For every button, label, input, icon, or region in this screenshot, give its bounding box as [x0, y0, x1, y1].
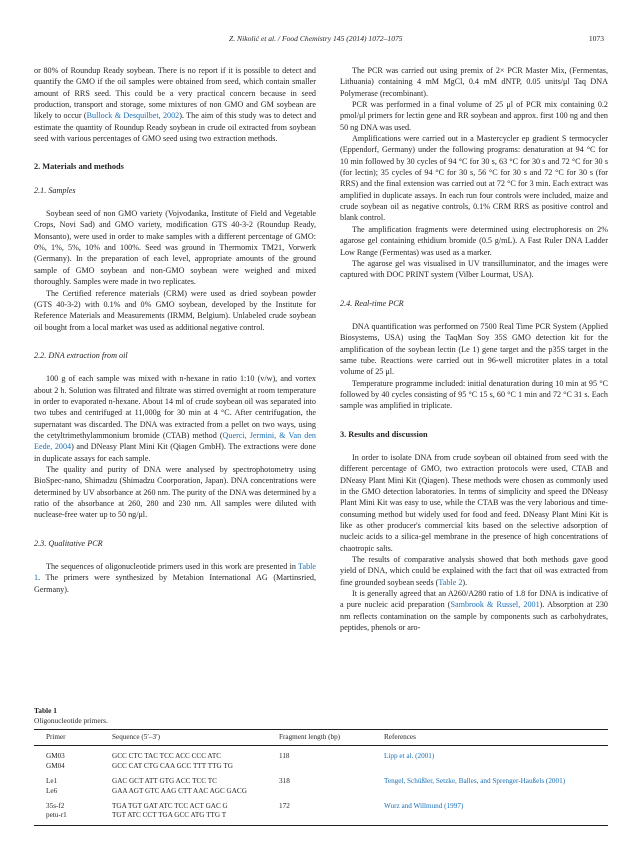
- left-column: [34, 65, 316, 595]
- ref-wurz[interactable]: Wurz and Willmund (1997): [384, 802, 464, 811]
- table-row: 35s-f2 petu-r1 TGA TGT GAT ATC TCC ACT GAC G TGT ATC CCT TGA GCC ATG TTG T 172 Wurz and Willmund (1997): [46, 802, 464, 820]
- table-row: GM03 GM04 GCC CTC TAC TCC ACC CCC ATC GCC CAT CTG CAA GCC TTT TTG TG 118 Lipp et al. (2001): [46, 752, 435, 770]
- table-1: [34, 706, 608, 826]
- ref-bullock[interactable]: Bullock & Desquilbet, 2002: [86, 111, 180, 121]
- section-heading-methods: 2. Materials and methods: [34, 162, 124, 172]
- qpcr-paragraph: The sequences of oligonucleotide primers used in this work are presented in Table 1. The primers were synthesized by Metabion International AG (Martinsried, Germany).: [34, 562, 316, 594]
- samples-paragraph-1: Soybean seed of non GMO variety (Vojvođanka, Institute of Field and Vegetable Crops, Novi Sad) and GMO variety, modification GTS 40-3-2 (Roundup Ready, Monsanto), were used in order to make samples with a different percentage of GMO: 0%, 1%, 5%, 10% and 100%. Seed was ground in Thermomix TM21, Vorwerk (Germany). In the preparation of each level, appropriate amounts of the ground sample of GMO soybean and non-GMO soybean were weighed and mixed thoroughly. Samples were made in two replicates.: [34, 209, 316, 287]
- ref-querci[interactable]: Querci, Jermini, & Van den Eede, 2004: [34, 430, 316, 452]
- table-number: Table 1: [34, 706, 57, 715]
- pcr-paragraph-2: PCR was performed in a final volume of 25 μl of PCR mix containing 0.2 pmol/μl primers for lectin gene and RR soybean and approx. first 100 ng and then 50 ng DNA was used.: [340, 100, 608, 132]
- ref-lipp[interactable]: Lipp et al. (2001): [384, 752, 435, 761]
- col-header-sequence: Sequence (5′–3′): [112, 733, 161, 741]
- subsection-heading-samples: 2.1. Samples: [34, 185, 76, 195]
- subsection-heading-qpcr: 2.3. Qualitative PCR: [34, 538, 103, 548]
- subsection-heading-realtime: 2.4. Real-time PCR: [340, 298, 404, 308]
- ref-table1[interactable]: Table 1: [34, 562, 316, 583]
- results-paragraph-2: The results of comparative analysis showed that both methods gave good yield of DNA, which could be explained with the fact that oil was extracted from fine grounded soybean seeds (Table 2).: [340, 555, 608, 587]
- dna-paragraph-1: 100 g of each sample was mixed with n-hexane in ratio 1:10 (v/w), and vortex about 2 h. Solution was filtrated and filtrate was stirred overnight at room temperature in order to evaporated n-hexane. About 14 ml of crude soybean oil was separated into two tubes and centrifuged at 11,000g for 30 min at 4 °C. After centrifugation, the supernatant was discarded. The DNA was extracted from a pellet on two ways, using the cetyltrimethylammonium bromide (CTAB) method (Querci, Jermini, & Van den Eede, 2004) and DNeasy Plant Mini Kit (Qiagen GmbH). The extractions were done in duplicate assays for each sample.: [34, 374, 316, 463]
- results-paragraph-1: In order to isolate DNA from crude soybean oil obtained from seed with the different percentage of GMO, two extraction protocols were used, CTAB and DNeasy Plant Mini Kit (Qiagen). These methods were chosen as commonly used in the GMO detection laboratories. In terms of simplicity and speed the DNeasy Plant Mini Kit was easy to use, while the CTAB was the very laborious and time-consuming method but widely used for food and feed. DNeasy Plant Mini Kit is like as other producer's commercial kits based on the selective adsorption of nucleic acids to a silica-gel membrane in the presence of high concentrations of chaotropic salts.: [340, 452, 608, 553]
- pcr-paragraph-5: The agarose gel was visualised in UV transilluminator, and the images were captured with DOC PRINT system (Vilber Lourmat, USA).: [340, 258, 608, 280]
- pcr-paragraph-1: The PCR was carried out using premix of 2× PCR Master Mix, (Fermentas, Lithuania) containing 4 mM MgCl, 0.4 mM dNTP, 0.05 units/μl Taq DNA Polymerase (recombinant).: [340, 66, 608, 98]
- samples-paragraph-2: The Certified reference materials (CRM) were used as dried soybean powder (GTS 40-3-2) with 0.1% and 0% GMO soybean, developed by the Institute for Reference Materials and Measurements (IRMM, Belgium). Unlabeled crude soybean oil bought from a local market was used as additional negative control.: [34, 288, 316, 332]
- subsection-heading-dna: 2.2. DNA extraction from oil: [34, 350, 128, 360]
- running-header: [34, 34, 604, 46]
- col-header-length: Fragment length (bp): [279, 733, 341, 741]
- realtime-paragraph-1: DNA quantification was performed on 7500 Real Time PCR System (Applied Biosystems, USA) using the TaqMan Soy 35S GMO detection kit for the amplification of the soybean lectin (Le 1) gene target and the p35S target in the same tube. Reactions were carried out in 96-well microtiter plates in a total volume of 25 μl.: [340, 321, 608, 377]
- ref-table2[interactable]: Table 2: [438, 577, 463, 587]
- intro-paragraph: or 80% of Roundup Ready soybean. There is no report if it is possible to detect and quantify the GMO if the oil samples were obtained from seed, which contain smaller amount of RRS seed. This could be a very practical concern because in seed production, transport and storage, some mixtures of non GMO and GM soybean are likely to occur (Bullock & Desquilbet, 2002). The aim of this study was to detect and estimate the quantity of Roundup Ready soybean in crude oil extracted from soybean seed with various percentages of GMO seed using two extraction methods.: [34, 66, 317, 144]
- right-column: [340, 65, 608, 633]
- ref-tengel[interactable]: Tengel, Schüßler, Setzke, Balles, and Sprenger-Haußels (2001): [384, 777, 566, 786]
- ref-sambrook[interactable]: Sambrook & Russel, 2001: [450, 600, 540, 610]
- realtime-paragraph-2: Temperature programme included: initial denaturation during 10 min at 95 °C followed by 40 cycles consisting of 95 °C 15 s, 60 °C 1 min and 72 °C 31 s. Each sample was amplified in triplicate.: [340, 378, 608, 411]
- table-caption: Oligonucleotide primers.: [34, 716, 108, 725]
- section-heading-results: 3. Results and discussion: [340, 429, 428, 439]
- pcr-paragraph-4: The amplification fragments were determined using electrophoresis on 2% agarose gel containing ethidium bromide (0.5 g/mL). A Fast Ruler DNA Ladder Low Range (Fermentas) was used as a marker.: [340, 224, 608, 257]
- results-paragraph-3: It is generally agreed that an A260/A280 ratio of 1.8 for DNA is indicative of a pure nucleic acid preparation (Sambrook & Russel, 2001). Absorption at 230 nm reflects contamination on the sample by components such as carbohydrates, peptides, phenols or aro-: [340, 589, 608, 633]
- table-row: Le1 Le6 GAC GCT ATT GTG ACC TCC TC GAA AGT GTC AAG CTT AAC AGC GACG 318 Tengel, Schüßler, Setzke, Balles, and Sprenger-Haußels (2001): [46, 777, 566, 795]
- journal-citation: Z. Nikolić et al. / Food Chemistry 145 (2014) 1072–1075: [229, 34, 403, 43]
- pcr-paragraph-3: Amplifications were carried out in a Mastercycler ep gradient S termocycler (Eppendorf, Germany) under the following programs: denaturation at 94 °C for 10 min followed by 30 cycles of 94 °C for 30 s, 63 °C for 30 s and 72 °C for 30 s (for lectin); 35 cycles of 94 °C for 30 s, 56 °C for 30 s and 72 °C for 30 s (for RRS) and the final extension was carried out at 72 °C for 3 min. Each extract was amplified in duplicate assays. In each run four controls were included, maize and crude soybean oil as negative controls, 0.1% CRM RRS as positive control and blank control.: [340, 134, 608, 223]
- dna-paragraph-2: The quality and purity of DNA were analysed by spectrophotometry using BioSpec-nano, Shimadzu (Shimadzu Coorporation, Japan). DNA concentrations were determined by UV absorbance at 260 nm. The purity of the DNA was determined by a ratio of the absorbance at 260, 280 and 230 nm. All samples were diluted with nuclease-free water up to 50 ng/μl.: [34, 464, 316, 520]
- col-header-references: References: [384, 733, 416, 741]
- page-number: 1073: [588, 34, 604, 43]
- col-header-primer: Primer: [46, 733, 66, 741]
